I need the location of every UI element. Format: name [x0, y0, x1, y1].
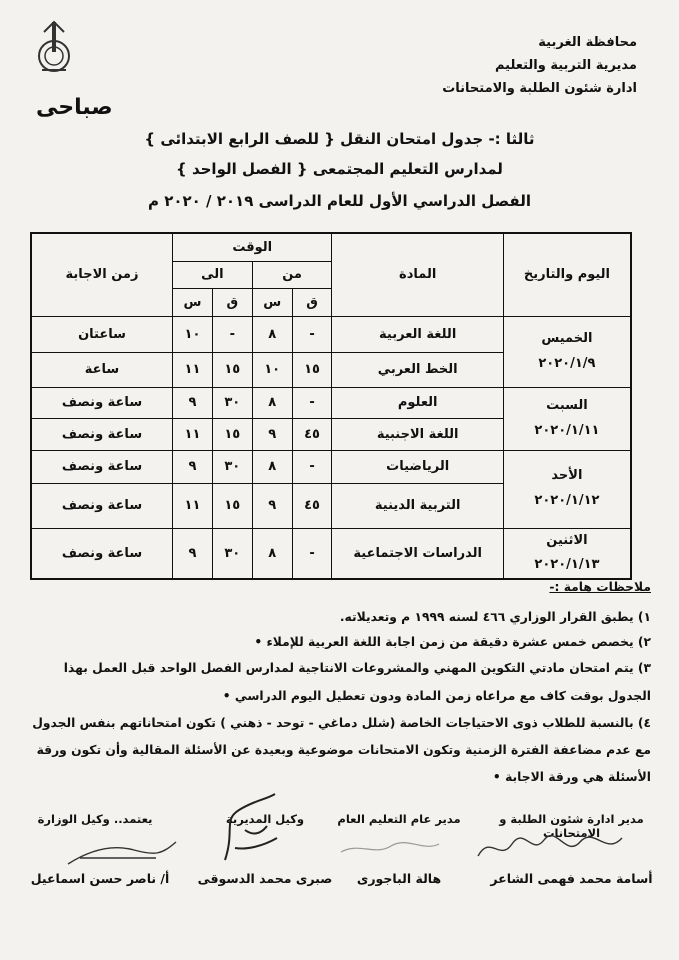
- header-directorate: مديرية التربية والتعليم: [494, 58, 637, 73]
- to-hour: ١٠: [173, 316, 213, 352]
- note-4-line-3: الأسئلة هي ورقة الاجابة •: [492, 770, 651, 784]
- from-minute: -: [292, 450, 332, 483]
- to-minute: ١٥: [212, 483, 252, 528]
- duration-cell: ساعة: [31, 352, 173, 387]
- day-date-cell: [503, 316, 631, 387]
- exam-schedule-table: [30, 232, 632, 580]
- duration-cell: ساعة ونصف: [31, 387, 173, 418]
- to-minute: ١٥: [212, 418, 252, 450]
- from-minute: -: [292, 387, 332, 418]
- exam-date: ٢٠٢٠/١/١١: [534, 422, 600, 438]
- header-subject: المادة: [332, 233, 503, 316]
- title-line-1: ثالثا :- جدول امتحان النقل { للصف الرابع الابتدائى }: [144, 130, 535, 148]
- header-hour: س: [252, 288, 292, 316]
- day-name: السبت: [546, 397, 588, 413]
- shift-label: صباحى: [36, 95, 113, 120]
- to-hour: ١١: [173, 352, 213, 387]
- exam-date: ٢٠٢٠/١/١٢: [534, 493, 600, 508]
- header-duration: زمن الاجابة: [31, 233, 173, 316]
- duration-cell: ساعتان: [31, 316, 173, 352]
- title-line-2: لمدارس التعليم المجتمعى { الفصل الواحد }: [176, 160, 503, 178]
- signature-title-3: وكيل المديرية: [225, 812, 305, 826]
- title-line-3: الفصل الدراسي الأول للعام الدراسى ٢٠١٩ / ٢٠٢٠ م: [147, 192, 532, 210]
- header-hour: س: [173, 288, 213, 316]
- header-time: الوقت: [173, 233, 332, 261]
- subject-cell: الرياضيات: [332, 450, 503, 483]
- signature-title-4: يعتمد.. وكيل الوزارة: [37, 812, 153, 826]
- header-from: من: [252, 261, 332, 288]
- day-date-cell: [503, 387, 631, 450]
- from-minute: ٤٥: [292, 418, 332, 450]
- note-4-line-2: مع عدم مضاعفة الفترة الزمنية وتكون الامتحانات موضوعية وبعيدة عن الأسئلة المقالية وأن تكون ورقة: [36, 743, 651, 757]
- signature-name-4: أ/ ناصر حسن اسماعيل: [30, 871, 170, 886]
- day-date-cell: [503, 450, 631, 528]
- to-minute: -: [212, 316, 252, 352]
- duration-cell: ساعة ونصف: [31, 418, 173, 450]
- duration-cell: ساعة ونصف: [31, 483, 173, 528]
- subject-cell: الخط العربي: [332, 352, 503, 387]
- from-minute: -: [292, 528, 332, 579]
- header-to: الى: [173, 261, 253, 288]
- day-date-cell: [503, 528, 631, 579]
- note-3-line-1: ٣) يتم امتحان مادتي التكوين المهني والمشروعات الانتاجية لمدارس الفصل الواحد قبل العمل بهذا: [63, 661, 651, 675]
- header-minute: ق: [292, 288, 332, 316]
- day-name: الاثنين: [546, 532, 588, 548]
- note-2: ٢) يخصص خمس عشرة دقيقة من زمن اجابة اللغة العربية للإملاء •: [254, 635, 651, 649]
- subject-cell: اللغة العربية: [332, 316, 503, 352]
- to-hour: ١١: [173, 483, 213, 528]
- from-minute: ٤٥: [292, 483, 332, 528]
- day-name: الأحد: [551, 468, 583, 484]
- exam-date: ٢٠٢٠/١/٩: [538, 355, 596, 371]
- from-hour: ١٠: [252, 352, 292, 387]
- signature-name-1: أسامة محمد فهمى الشاعر: [490, 871, 653, 886]
- from-hour: ٨: [252, 316, 292, 352]
- header-day-date: اليوم والتاريخ: [503, 233, 631, 316]
- exam-date: ٢٠٢٠/١/١٣: [534, 557, 600, 573]
- from-hour: ٨: [252, 387, 292, 418]
- table-row: [31, 528, 631, 579]
- header-department: ادارة شئون الطلبة والامتحانات: [442, 81, 637, 96]
- signature-scribble-1: [470, 826, 630, 870]
- notes-heading: ملاحظات هامة :-: [549, 580, 651, 594]
- day-name: الخميس: [541, 330, 593, 346]
- to-minute: ٣٠: [212, 528, 252, 579]
- table-row: [31, 450, 631, 483]
- to-hour: ٩: [173, 450, 213, 483]
- to-minute: ١٥: [212, 352, 252, 387]
- from-minute: -: [292, 316, 332, 352]
- from-hour: ٩: [252, 483, 292, 528]
- note-4-line-1: ٤) بالنسبة للطلاب ذوى الاحتياجات الخاصة (شلل دماغي - توحد - ذهني ) تكون امتحاناتهم بنفس الجدول: [32, 716, 651, 730]
- subject-cell: العلوم: [332, 387, 503, 418]
- subject-cell: التربية الدينية: [332, 483, 503, 528]
- subject-cell: الدراسات الاجتماعية: [332, 528, 503, 579]
- duration-cell: ساعة ونصف: [31, 450, 173, 483]
- duration-cell: ساعة ونصف: [31, 528, 173, 579]
- signature-scribble-3: [205, 790, 295, 870]
- signature-name-2: هالة الباجورى: [356, 871, 442, 886]
- note-1: ١) يطبق القرار الوزاري ٤٦٦ لسنه ١٩٩٩ م وتعديلاته.: [339, 610, 651, 624]
- to-minute: ٣٠: [212, 450, 252, 483]
- from-hour: ٨: [252, 528, 292, 579]
- signature-scribble-2: [335, 830, 445, 864]
- from-hour: ٩: [252, 418, 292, 450]
- subject-cell: اللغة الاجنبية: [332, 418, 503, 450]
- ministry-logo-icon: [34, 18, 74, 76]
- note-3-line-2: الجدول بوقت كاف مع مراعاه زمن المادة ودون تعطيل اليوم الدراسي •: [222, 689, 651, 703]
- table-row: [31, 316, 631, 352]
- to-hour: ٩: [173, 528, 213, 579]
- from-hour: ٨: [252, 450, 292, 483]
- to-minute: ٣٠: [212, 387, 252, 418]
- table-row: [31, 387, 631, 418]
- signature-title-1: مدير ادارة شئون الطلبة و الامتحانات: [499, 812, 644, 840]
- from-minute: ١٥: [292, 352, 332, 387]
- header-minute: ق: [212, 288, 252, 316]
- signature-name-3: صبرى محمد الدسوقى: [197, 871, 333, 886]
- header-governorate: محافظة الغربية: [538, 35, 637, 50]
- to-hour: ١١: [173, 418, 213, 450]
- signature-title-2: مدير عام التعليم العام: [337, 812, 461, 826]
- to-hour: ٩: [173, 387, 213, 418]
